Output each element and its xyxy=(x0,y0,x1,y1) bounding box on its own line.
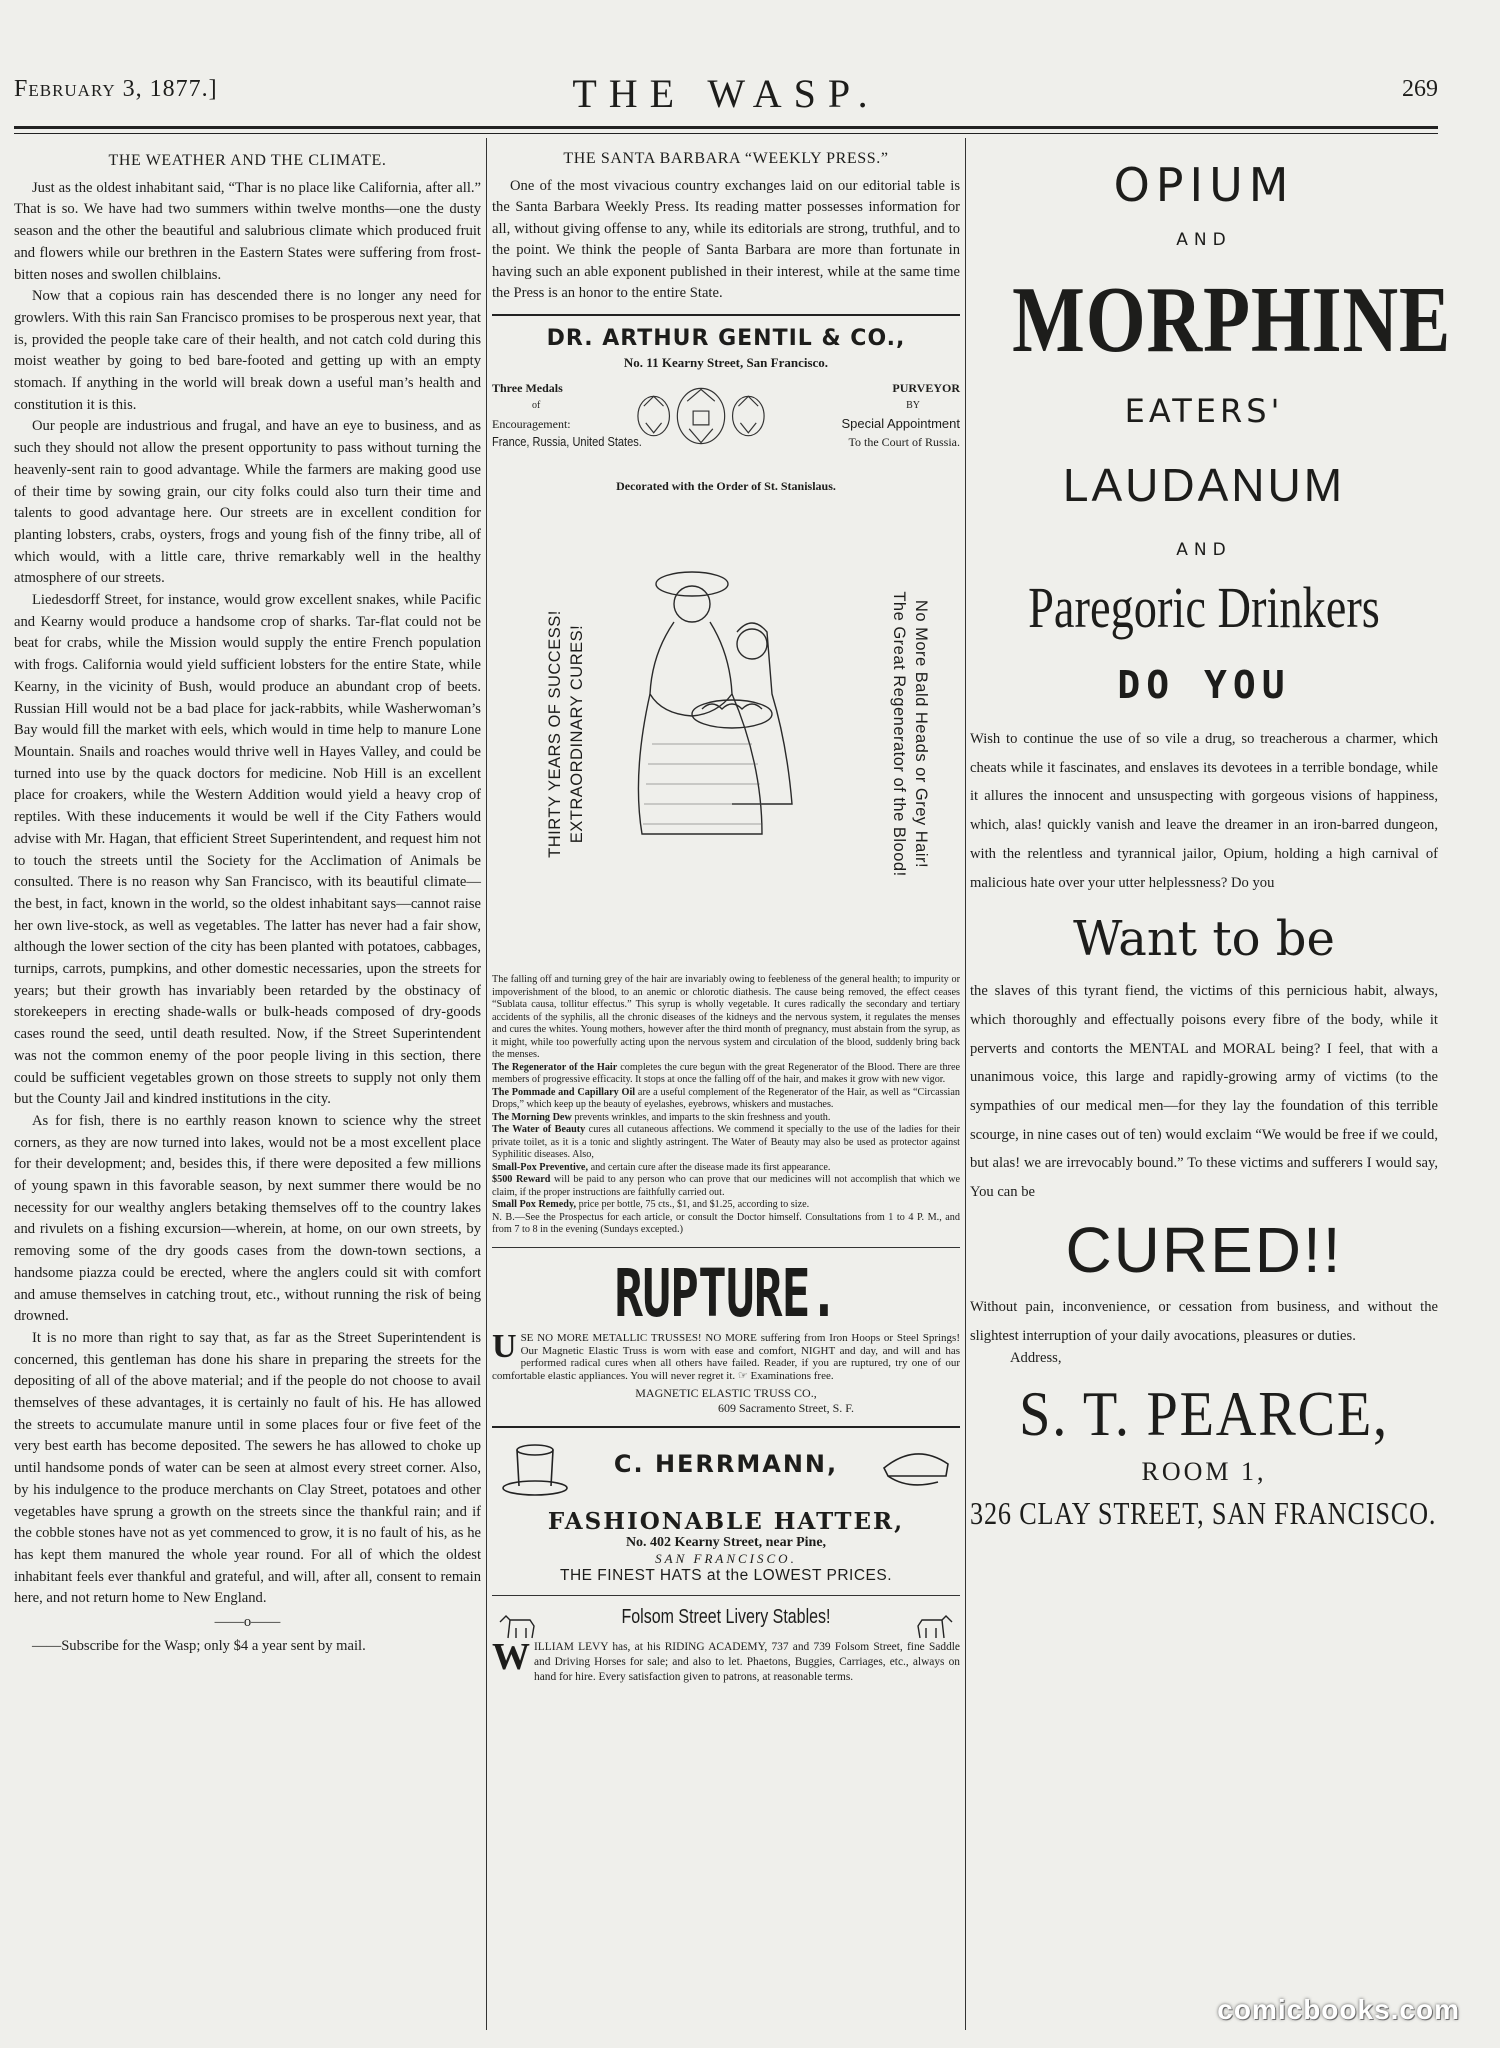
ad-want-to-be: Want to be xyxy=(1073,911,1335,968)
ad-fine-print xyxy=(492,1062,960,1087)
column-divider xyxy=(486,138,487,2030)
product-desc: price per bottle, 75 cts., $1, and $1.25, according to size. xyxy=(576,1199,810,1211)
article-paragraph: As for fish, there is no earthly reason known to science why the street corners, as they are now turned into lakes, would not be a most excellent place for their development; and, besides this, if there were deposited a few millions of young spawn in this favorable season, by next summer there would be no necessity for our wealthy anglers betaking themselves off to the country lakes and rivulets on a fishing excursion—wherein, at home, on our own streets, by removing some of the dry goods cases from the down-town sections, a handsome piazza could be erected, where the anglers could sit with comfort and amuse themselves in catching trout, etc., without running the risk of being drowned. xyxy=(14,1112,481,1325)
advertiser-address: No. 11 Kearny Street, San Francisco. xyxy=(623,355,829,371)
ad-fine-print xyxy=(492,1087,960,1112)
hatter-name: C. HERRMANN, xyxy=(613,1450,839,1479)
two-women-illustration xyxy=(612,544,832,844)
purveyor-by: BY xyxy=(906,400,920,412)
slogan-line: The Great Regenerator of the Blood! xyxy=(890,591,908,878)
slogan-line: No More Bald Heads or Grey Hair! xyxy=(912,600,930,869)
divider xyxy=(492,314,960,316)
company-name: MAGNETIC ELASTIC TRUSS CO., xyxy=(635,1386,817,1401)
ad-body xyxy=(492,1327,960,1382)
ad-headline: RUPTURE. xyxy=(614,1254,838,1332)
advertiser-name: DR. ARTHUR GENTIL & CO., xyxy=(546,326,906,352)
slogan-line: THIRTY YEARS OF SUCCESS! xyxy=(546,610,564,859)
divider xyxy=(492,1426,960,1428)
product-name: The Water of Beauty xyxy=(492,1124,586,1136)
ad-and: AND xyxy=(1176,540,1232,560)
horse-icon xyxy=(912,1612,956,1640)
cap-icon xyxy=(878,1442,954,1492)
ad-fine-print xyxy=(492,1112,960,1125)
watermark: comicbooks.com xyxy=(1217,1994,1460,2025)
ad-paragraph: Without pain, inconvenience, or cessation from business, and without the slightest interruption of your daily avocations, pleasures or duties. xyxy=(970,1298,1438,1344)
gentil-advertisement xyxy=(492,326,960,1237)
advertiser-street: 326 CLAY STREET, SAN FRANCISCO. xyxy=(970,1495,1437,1532)
decorated-line: Decorated with the Order of St. Stanislaus. xyxy=(616,479,836,494)
ad-fine-print xyxy=(492,1174,960,1199)
masthead xyxy=(14,70,1438,118)
product-name: Small-Pox Preventive, xyxy=(492,1161,589,1173)
product-name: The Regenerator of the Hair xyxy=(492,1061,618,1073)
product-name: $500 Reward xyxy=(492,1174,551,1186)
separator: ——o—— xyxy=(214,1614,281,1631)
advertiser-room: ROOM 1, xyxy=(1141,1457,1267,1487)
ad-text: ILLIAM LEVY has, at his RIDING ACADEMY, 737 and 739 Folsom Street, fine Saddle and Driving Horses for sale; and also to let. Phaetons, Buggies, Carriages, etc., always on hand for hire. Every satisfaction given to patrons, at reasonable terms. xyxy=(534,1641,960,1684)
medals-of: of xyxy=(532,400,541,412)
rupture-advertisement xyxy=(492,1254,960,1416)
product-name: The Morning Dew xyxy=(492,1111,572,1123)
ad-and: AND xyxy=(1176,230,1232,250)
product-desc: prevents wrinkles, and imparts to the skin freshness and youth. xyxy=(571,1111,831,1123)
top-hat-icon xyxy=(500,1442,570,1498)
article-paragraph: Our people are industrious and frugal, and have an eye to business, and as such they should not allow the present opportunity to pass without turning the heavenly-sent rain to good advantage. While the farmers are making good use of their time by sowing grain, our city folks could also turn their time and talents to good advantage here. Our streets are in excellent condition for planting lobsters, crabs, oysters, frogs and young fish of the finny tribe, all of which would, with a little care, thrive remarkably well in the healthy atmosphere of our streets. xyxy=(14,418,481,587)
column-divider xyxy=(965,138,966,2030)
ad-fine-print xyxy=(492,1162,960,1175)
hatter-trade: FASHIONABLE HATTER, xyxy=(547,1508,905,1536)
ad-paragraph: the slaves of this tyrant fiend, the victims of this pernicious habit, always, which thoroughly and effectually poisons every fibre of the body, while it perverts and contorts the MENTAL and MORAL being? I feel, that with a unanimous voice, this large and rapidly-growing army of victims (to the sympathies of our medical men—for they lay the foundation of this terrible scourge, in nine cases out of ten) would exclaim “We would be free if we could, but alas! we are irrevocably bound.” To these victims and sufferers I would say, You can be xyxy=(970,983,1438,1201)
product-desc: and certain cure after the disease made its first appearance. xyxy=(588,1161,831,1173)
ad-cured: CURED!! xyxy=(1065,1213,1343,1286)
medals-label: Three Medals xyxy=(492,381,563,396)
drop-cap: U xyxy=(492,1327,517,1365)
coat-of-arms-image xyxy=(632,381,770,451)
divider xyxy=(492,1247,960,1248)
pearce-advertisement xyxy=(970,150,1452,2030)
livery-body xyxy=(492,1636,960,1685)
ad-text: SE NO MORE METALLIC TRUSSES! NO MORE suffering from Iron Hoops or Steel Springs! Our Magnetic Elastic Truss is worn with ease and comfort, NIGHT and day, and will and has performed radical cures when all others have failed. Reader, if you are ruptured, try one of our comfortable elastic appliances. You will never regret it. ☞ Examinations free. xyxy=(492,1331,960,1382)
product-name: Small Pox Remedy, xyxy=(492,1199,577,1211)
middle-column xyxy=(492,150,960,2030)
article-paragraph: Liedesdorff Street, for instance, would grow excellent snakes, while Pacific and Kearny would produce a handsome crop of sharks. Tar-flat could not be beat for crabs, while the Mission would supply the entire French population with frogs. California would yield sufficient lobsters for the entire State, while Kearny, in the vicinity of Bush, would produce an abundant crop of beets. Russian Hill would not be a bad place for jack-rabbits, while Washerwoman’s Bay would fill the market with eels, which would in time help to manure Lone Mountain. Snails and roaches would thrive well in Hayes Valley, and could be turned into use by the quack doctors for medicine. Nob Hill is an excellent place for croakers, while the Western Addition would yield a heavy crop of reptiles. With these inducements it would be well if the City Fathers would advise with Mr. Hagan, that efficient Street Superintendent, and request him not to touch the streets until the Society for the Acclimation of Animals be consulted. There is no reason why San Francisco, with its beautiful climate—the best, in fact, known in the world, so the oldest inhabitant says—cannot raise her own live-stock, as well as vegetables. The latter has never had a fair show, although the lower section of the city has been planted with potatoes, cabbages, turnips, carrots, pumpkins, and other domestic necessaries, upon the streets for years; but their growth has invariably been retarded by the obstinacy of storekeepers in erecting shade-walls or bulk-heads composed of dry-goods cases round the seed, until death resulted. Now, if the Street Superintendent was not the common enemy of the poor people living in this section, there could be sufficient vegetables grown on those streets to supply not only them but the County Jail and kindred institutions in the city. xyxy=(14,592,481,1108)
newspaper-title: THE WASP. xyxy=(572,71,880,116)
purveyor-label: PURVEYOR xyxy=(892,381,960,396)
ad-fine-print xyxy=(492,1199,960,1212)
ad-laudanum: LAUDANUM xyxy=(1062,459,1346,511)
illustration-panel xyxy=(492,504,960,974)
divider xyxy=(492,1595,960,1596)
ad-fine-print: N. B.—See the Prospectus for each article, or consult the Doctor himself. Consultations from 1 to 4 P. M., and from 7 to 8 in the evening (Sundays excepted.) xyxy=(492,1211,960,1236)
article-paragraph: Now that a copious rain has descended there is no longer any need for growlers. With this rain San Francisco promises to be prosperous next year, that is, provided the people take care of their health, and not catch cold during this moist weather by going to bed bare-footed and getting up with an empty stomach. If anything in the world will break down a useful man’s health and constitution it is this. xyxy=(14,288,481,413)
product-desc: completes the cure begun with the great Regenerator of the Blood. There are three members of progressive efficacity. It stops at once the falling off of the hair, and makes it grow with new vigor. xyxy=(492,1061,960,1086)
article-heading: THE SANTA BARBARA “WEEKLY PRESS.” xyxy=(563,150,889,167)
company-address: 609 Sacramento Street, S. F. xyxy=(717,1401,855,1416)
folsom-advertisement xyxy=(492,1606,960,1685)
livery-header xyxy=(492,1606,960,1640)
article-paragraph: Just as the oldest inhabitant said, “Thar is no place like California, after all.” That is so. We have had two summers within twelve months—one the dusty season and the other the beautiful and salubrious climate which produced fruit and flowers while our brethren in the Eastern States were suffering from frost-bitten noses and swollen chilblains. xyxy=(14,179,481,283)
hatter-city: SAN FRANCISCO. xyxy=(655,1551,797,1567)
drop-cap: W xyxy=(492,1636,530,1679)
ad-paragraph: Wish to continue the use of so vile a drug, so treacherous a charmer, which cheats while it fascinates, and enslaves its devotees in a terrible bondage, while it allures the innocent and unsuspecting with gorgeous visions of happiness, which, alas! quickly vanish and leave the dreamer in an iron-barred dungeon, with the relentless and tyrannical jailor, Opium, holding a high carnival of malicious hate over your utter helplessness? Do you xyxy=(970,731,1438,891)
ad-do-you: DO YOU xyxy=(1117,663,1291,707)
medals-text xyxy=(492,379,642,451)
article-weather-climate xyxy=(14,150,481,2028)
issue-date: February 3, 1877.] xyxy=(14,76,218,102)
article-paragraph: It is no more than right to say that, as far as the Street Superintendent is concerned, this gentleman has done his share in preparing the streets for the depositing of all of the above material; and if the people do not choose to avail themselves of these advantages, it is certainly no fault of his. He has allowed the streets to accumulate manure until in some places four or five feet of the very best earth has become deposited. The sewers he has allowed to choke up until handsome ponds of water can be seen at almost every street corner. Also, by his indulgence to the produce merchants on Clay Street, potatoes and other vegetables have sprung a growth on the streets since the thankful rain; and if the cobble stones have not as yet commenced to grow, it is no fault of his, as he has kept them manured the whole year round. For all of which the oldest inhabitant feels ever thankful and grateful, and will, after all, consent to remain here, and not return home to New England. xyxy=(14,1329,481,1607)
masthead-rule-thick xyxy=(14,126,1438,129)
page-number: 269 xyxy=(1402,76,1438,102)
masthead-rule-thin xyxy=(14,133,1438,134)
article-heading: THE WEATHER AND THE CLIMATE. xyxy=(108,152,387,169)
livery-title: Folsom Street Livery Stables! xyxy=(621,1606,831,1629)
horse-icon xyxy=(496,1612,540,1640)
ad-paregoric: Paregoric Drinkers xyxy=(1028,575,1380,640)
product-desc: cures all cutaneous affections. We commend it specially to the use of the ladies for their private toilet, as it is a tonic and slightly astringent. The Water of Beauty may also be used as protector against Syphilitic diseases. Also, xyxy=(492,1124,960,1161)
ad-fine-print xyxy=(492,1124,960,1162)
ad-eaters: EATERS' xyxy=(1124,392,1284,430)
ad-opium: OPIUM xyxy=(1113,158,1295,212)
advertiser-name: S. T. PEARCE, xyxy=(1019,1378,1389,1450)
encouragement-label: Encouragement: xyxy=(492,417,571,432)
subscribe-note: ——Subscribe for the Wasp; only $4 a year sent by mail. xyxy=(32,1637,366,1654)
purveyor-text xyxy=(770,379,960,451)
article-paragraph: One of the most vivacious country exchanges laid on our editorial table is the Santa Barbara Weekly Press. Its reading matter possesses information for all, without giving offense to any, while its editorials are strong, truthful, and to the point. We think the people of Santa Barbara are more than fortunate in having such an able exponent published in their interest, while at the same time the Press is an honor to the entire State. xyxy=(492,178,960,302)
countries-label: France, Russia, United States. xyxy=(492,434,642,450)
herrmann-advertisement xyxy=(492,1438,960,1585)
ad-fine-print: The falling off and turning grey of the hair are invariably owing to feebleness of the general health; to impurity or impoverishment of the blood, to an anemic or chlorotic diathesis. The cause being removed, the effect ceases “Sublata causa, tollitur effectus.” This syrup is wholly vegetable. It cures radically the secondary and tertiary accidents of the syphilis, all the chronic diseases of the kidneys and the nervous system, it regulates the menses and cures the whites. Young mothers, however after the third month of pregnancy, must abstain from the syrup, as it might, while too powerfully acting upon the nervous system and circulation of the blood, suddenly bring back the menses. xyxy=(492,974,960,1061)
address-label: Address, xyxy=(1010,1350,1062,1367)
product-name: The Pommade and Capillary Oil xyxy=(492,1086,636,1098)
special-appointment: Special Appointment xyxy=(841,416,960,432)
hatter-header xyxy=(492,1438,960,1538)
vertical-slogan-right xyxy=(880,514,940,954)
medals-row xyxy=(492,379,960,467)
product-desc: are a useful complement of the Regenerator of the Hair, as well as “Circassian Drops,” which keep up the beauty of eyelashes, eyebrows, whiskers and mustaches. xyxy=(492,1086,960,1111)
vertical-slogan-left xyxy=(536,514,596,954)
slogan-line: EXTRAORDINARY CURES! xyxy=(568,625,586,844)
hatter-address: No. 402 Kearny Street, near Pine, xyxy=(625,1535,827,1551)
hatter-tagline: THE FINEST HATS at the LOWEST PRICES. xyxy=(559,1567,893,1585)
court-label: To the Court of Russia. xyxy=(848,435,960,450)
product-desc: will be paid to any person who can prove that our medicines will not accomplish that which we claim, if the proper instructions are faithfully carried out. xyxy=(492,1174,960,1198)
ad-morphine: MORPHINE xyxy=(1012,268,1452,372)
